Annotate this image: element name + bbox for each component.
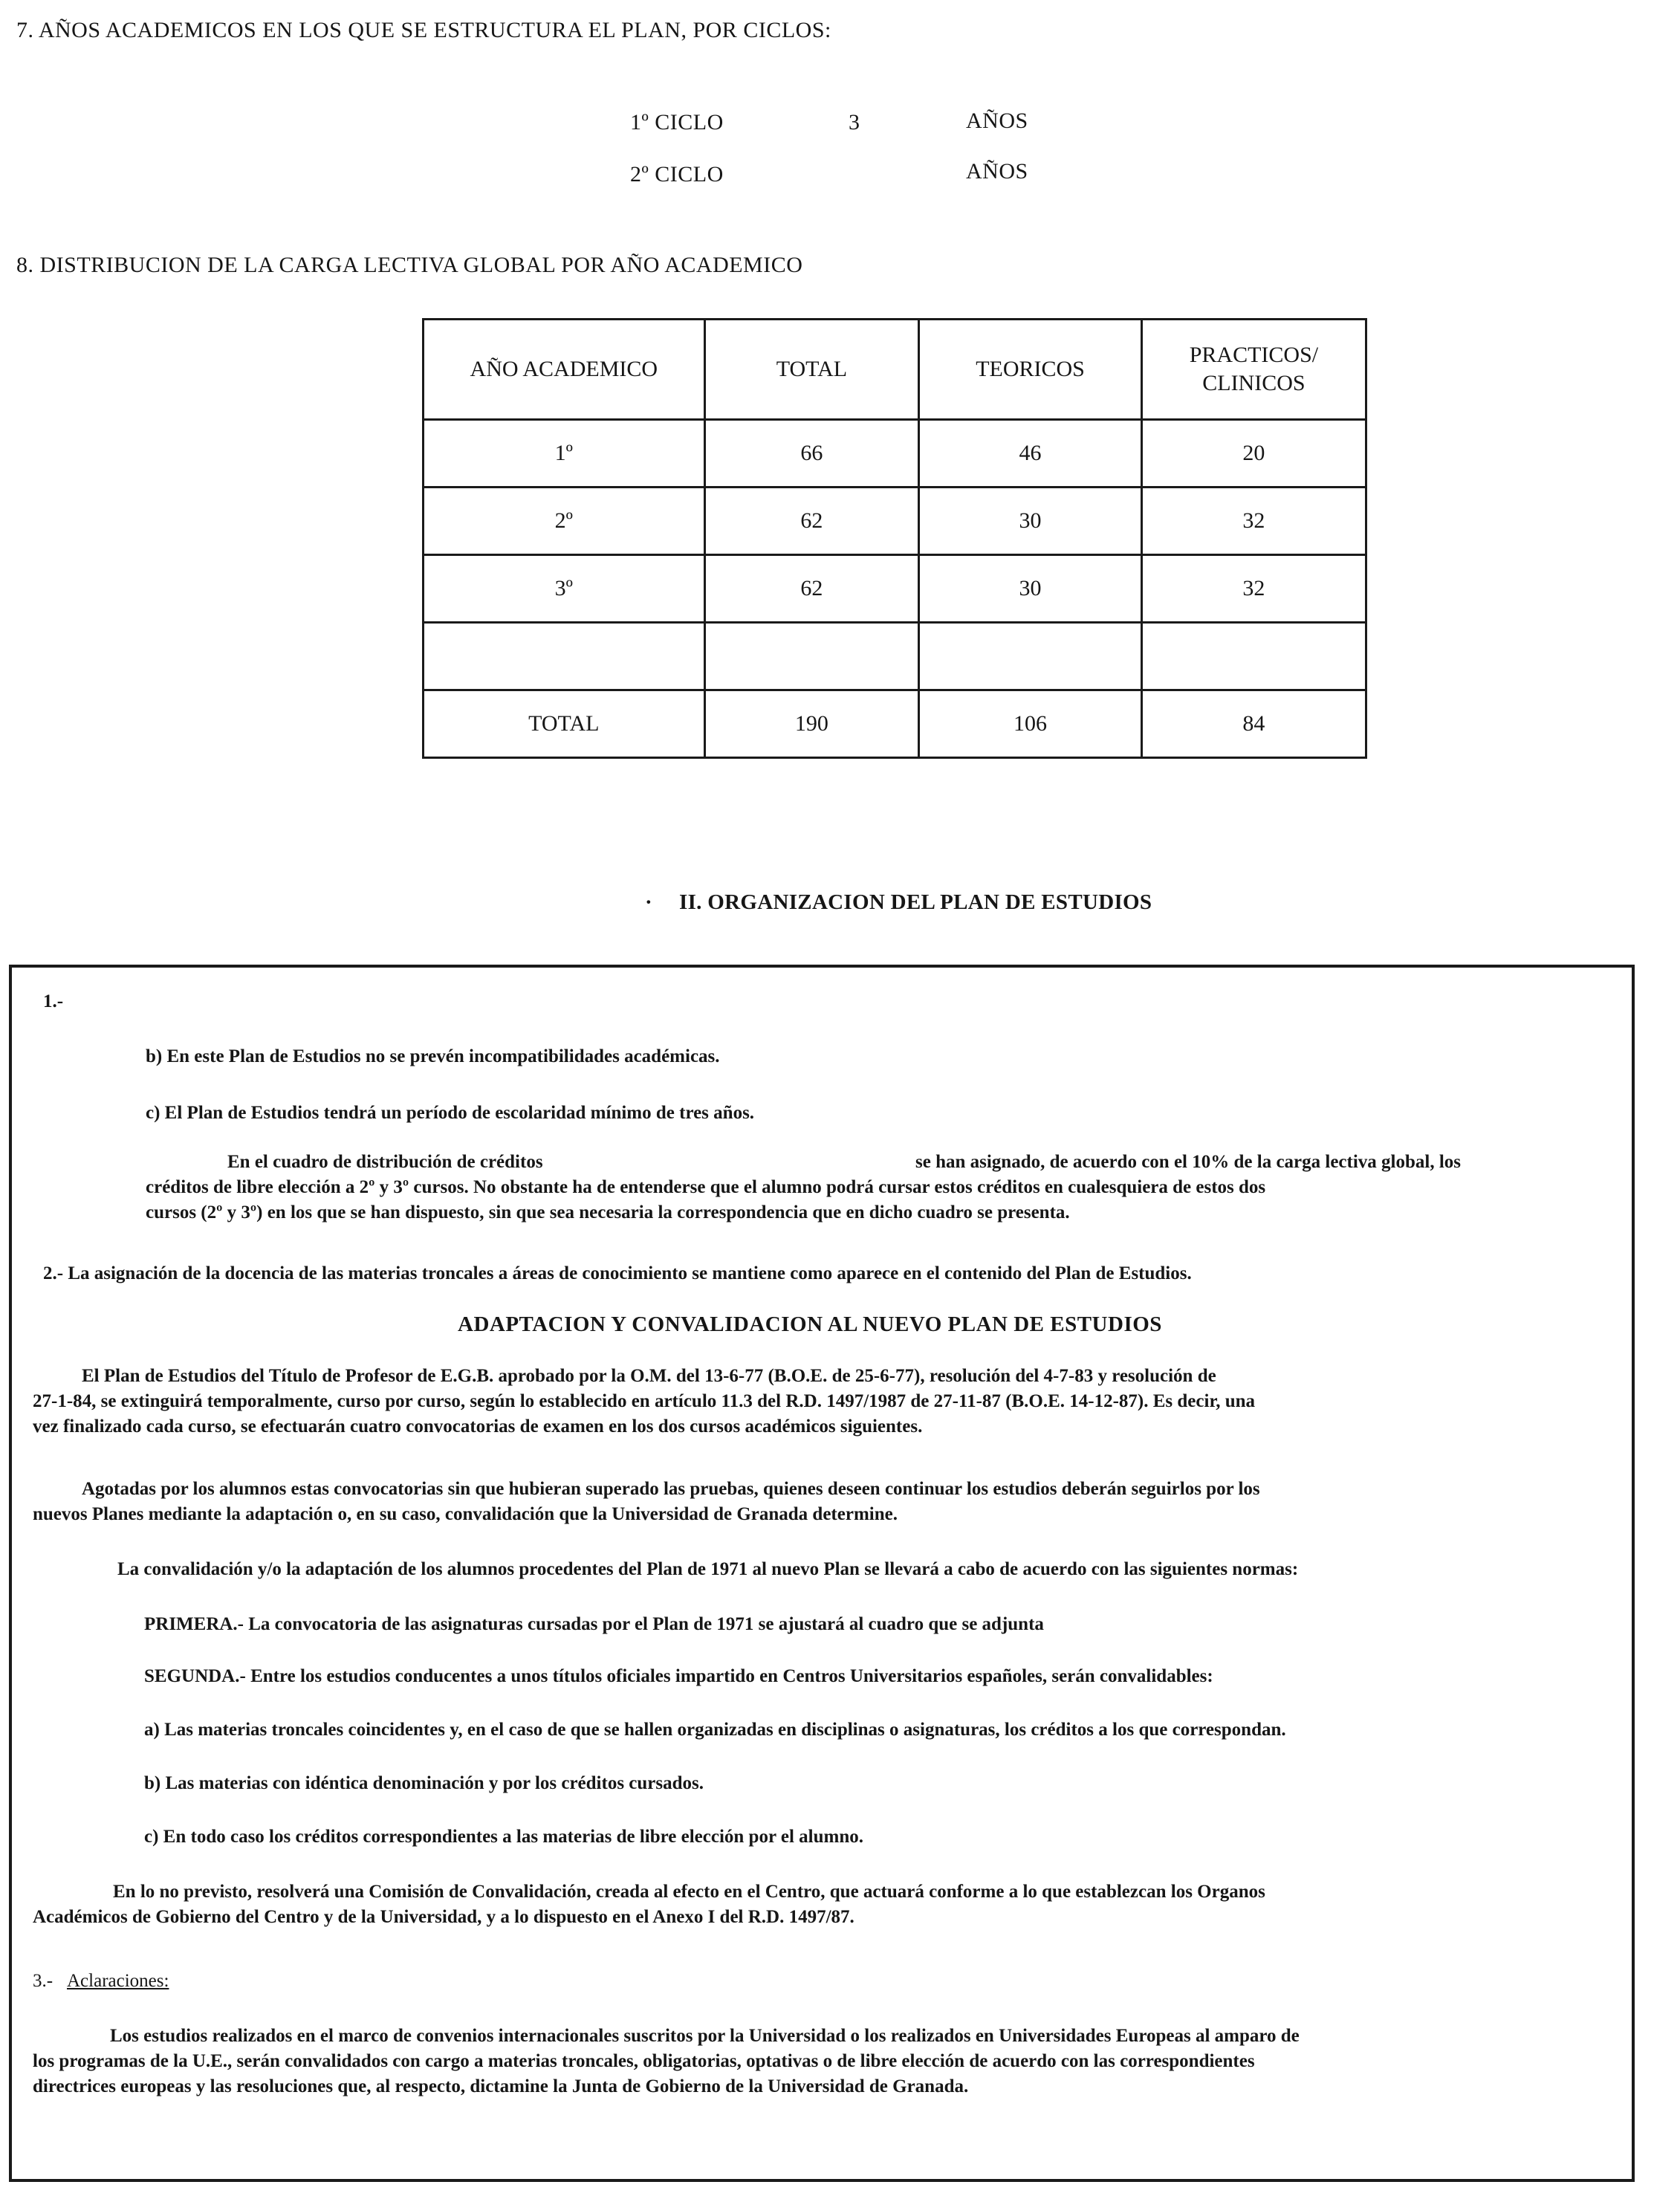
cycle-2-unit: AÑOS xyxy=(966,159,1028,184)
table-cell xyxy=(424,623,705,690)
adaptation-p1-line: vez finalizado cada curso, se efectuarán cuatro convocatorias de examen en los dos cursos académicos siguientes. xyxy=(33,1416,923,1437)
cycle-1-value: 3 xyxy=(849,110,860,135)
cycle-2-label: 2º CICLO xyxy=(630,162,724,187)
table-cell: 46 xyxy=(919,420,1142,488)
table-cell: 66 xyxy=(704,420,919,488)
item-3-label: Aclaraciones: xyxy=(67,1971,169,1991)
section-7-heading: 7. AÑOS ACADEMICOS EN LOS QUE SE ESTRUCTURA EL PLAN, POR CICLOS: xyxy=(16,18,831,42)
item-3-line: los programas de la U.E., serán convalidados con cargo a materias troncales, obligatorias, optativas o de libre elección de acuerdo con las correspondientes xyxy=(33,2051,1255,2071)
table-cell: 32 xyxy=(1141,488,1366,555)
table-cell xyxy=(704,623,919,690)
table-cell: 190 xyxy=(704,690,919,758)
section-ii-title: II. ORGANIZACION DEL PLAN DE ESTUDIOS xyxy=(679,890,1152,914)
table-cell: 84 xyxy=(1141,690,1366,758)
table-row xyxy=(424,488,1366,555)
header-cell: AÑO ACADEMICO xyxy=(424,320,705,420)
table-cell xyxy=(919,623,1142,690)
adaptation-p2-line: nuevos Planes mediante la adaptación o, en su caso, convalidación que la Universidad de Granada determine. xyxy=(33,1504,898,1524)
table-cell: TOTAL xyxy=(424,690,705,758)
header-cell: PRACTICOS/ CLINICOS xyxy=(1141,320,1366,420)
table-cell: 62 xyxy=(704,488,919,555)
item-3-number: 3.- xyxy=(33,1971,53,1991)
no-previsto-line: Académicos de Gobierno del Centro y de la Universidad, y a lo dispuesto en el Anexo I del R.D. 1497/87. xyxy=(33,1907,854,1927)
table-cell: 106 xyxy=(919,690,1142,758)
table-header-row xyxy=(424,320,1366,420)
item-1-para-start: En el cuadro de distribución de créditos xyxy=(227,1152,543,1172)
header-cell: TOTAL xyxy=(704,320,919,420)
rule-segunda-a: a) Las materias troncales coincidentes y, en el caso de que se hallen organizadas en disciplinas o asignaturas, los créditos a los que correspondan. xyxy=(144,1720,1286,1740)
table-cell: 30 xyxy=(919,555,1142,623)
table-cell: 62 xyxy=(704,555,919,623)
adaptation-p3: La convalidación y/o la adaptación de los alumnos procedentes del Plan de 1971 al nuevo Plan se llevará a cabo de acuerdo con las siguientes normas: xyxy=(117,1559,1299,1579)
item-1-b: b) En este Plan de Estudios no se prevén incompatibilidades académicas. xyxy=(146,1046,720,1066)
item-1-c: c) El Plan de Estudios tendrá un período de escolaridad mínimo de tres años. xyxy=(146,1103,755,1123)
rule-segunda: SEGUNDA.- Entre los estudios conducentes a unos títulos oficiales impartido en Centros Universitarios españoles, serán convalidables: xyxy=(144,1666,1213,1686)
adaptation-heading: ADAPTACION Y CONVALIDACION AL NUEVO PLAN DE ESTUDIOS xyxy=(458,1312,1162,1336)
table-cell: 3º xyxy=(424,555,705,623)
table-cell: 20 xyxy=(1141,420,1366,488)
table-cell: 2º xyxy=(424,488,705,555)
item-1-para-end: se han asignado, de acuerdo con el 10% de la carga lectiva global, los xyxy=(915,1152,1462,1172)
table-row xyxy=(424,555,1366,623)
item-3-line: Los estudios realizados en el marco de convenios internacionales suscritos por la Universidad o los realizados en Universidades Europeas al amparo de xyxy=(110,2026,1300,2046)
adaptation-p1-line: El Plan de Estudios del Título de Profesor de E.G.B. aprobado por la O.M. del 13-6-77 (B.O.E. de 25-6-77), resolución del 4-7-83 y resolución de xyxy=(82,1366,1216,1386)
table-row xyxy=(424,623,1366,690)
cycle-1-unit: AÑOS xyxy=(966,109,1028,133)
cycle-1-label: 1º CICLO xyxy=(630,110,724,135)
bullet-dot: · xyxy=(645,890,652,914)
item-2: 2.- La asignación de la docencia de las materias troncales a áreas de conocimiento se mantiene como aparece en el contenido del Plan de Estudios. xyxy=(43,1263,1192,1283)
rule-primera: PRIMERA.- La convocatoria de las asignaturas cursadas por el Plan de 1971 se ajustará al cuadro que se adjunta xyxy=(144,1614,1044,1634)
table-cell: 1º xyxy=(424,420,705,488)
section-8-heading: 8. DISTRIBUCION DE LA CARGA LECTIVA GLOBAL POR AÑO ACADEMICO xyxy=(16,253,803,277)
rule-segunda-c: c) En todo caso los créditos correspondientes a las materias de libre elección por el alumno. xyxy=(144,1827,863,1847)
no-previsto-line: En lo no previsto, resolverá una Comisión de Convalidación, creada al efecto en el Centro, que actuará conforme a lo que establezcan los Organos xyxy=(113,1882,1265,1902)
table-cell xyxy=(1141,623,1366,690)
table-cell: 32 xyxy=(1141,555,1366,623)
item-1-para-line: cursos (2º y 3º) en los que se han dispuesto, sin que sea necesaria la correspondencia que en dicho cuadro se presenta. xyxy=(146,1202,1070,1223)
adaptation-p2-line: Agotadas por los alumnos estas convocatorias sin que hubieran superado las pruebas, quienes deseen continuar los estudios deberán seguirlos por los xyxy=(82,1479,1260,1499)
rule-segunda-b: b) Las materias con idéntica denominación y por los créditos cursados. xyxy=(144,1773,704,1793)
item-3-line: directrices europeas y las resoluciones que, al respecto, dictamine la Junta de Gobierno de la Universidad de Granada. xyxy=(33,2076,969,2096)
item-1-number: 1.- xyxy=(43,991,64,1011)
table-row xyxy=(424,420,1366,488)
header-cell: TEORICOS xyxy=(919,320,1142,420)
table-cell: 30 xyxy=(919,488,1142,555)
table-total-row xyxy=(424,690,1366,758)
adaptation-p1-line: 27-1-84, se extinguirá temporalmente, curso por curso, según lo establecido en artículo 11.3 del R.D. 1497/1987 de 27-11-87 (B.O.E. 14-12-87). Es decir, una xyxy=(33,1391,1256,1411)
item-1-para-line: créditos de libre elección a 2º y 3º cursos. No obstante ha de entenderse que el alumno podrá cursar estos créditos en cualesquiera de estos dos xyxy=(146,1177,1266,1197)
credit-load-table xyxy=(422,318,1367,759)
